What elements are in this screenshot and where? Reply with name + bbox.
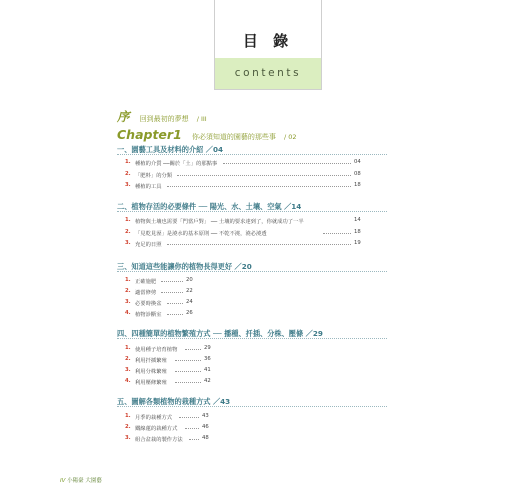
item-title: 組合盆栽的製作方法: [135, 437, 183, 443]
toc-item[interactable]: [125, 344, 375, 354]
item-title: 植物與土壤也需要「門當戶對」 ── 土壤的要求達到了，你就成功了一半: [135, 219, 304, 225]
item-title: 正確施肥: [135, 279, 157, 285]
item-number: 3.: [125, 240, 131, 246]
item-title: 植物診斷室: [135, 312, 162, 318]
leader-dots: [189, 439, 199, 440]
toc-item[interactable]: [125, 377, 375, 387]
leader-dots: [167, 303, 183, 304]
item-page: 18: [354, 182, 361, 188]
toc-title-box: [214, 0, 322, 90]
toc-item[interactable]: [125, 276, 375, 286]
item-page: 04: [354, 159, 361, 165]
item-page: 48: [202, 435, 209, 441]
contents-band: [215, 58, 321, 89]
item-number: 1.: [125, 277, 131, 283]
chapter-text: 你必須知道的園藝的那些事: [191, 133, 276, 141]
section-title-2[interactable]: 二、植物存活的必要條件 ── 陽光、水、土壤、空氣 ／14: [117, 202, 302, 211]
item-page: 22: [186, 288, 193, 294]
item-page: 29: [204, 345, 211, 351]
item-title: 利用扦插繁殖: [135, 358, 167, 364]
item-number: 4.: [125, 310, 131, 316]
toc-item[interactable]: [125, 239, 375, 249]
section-title-5[interactable]: 五、圖解各類植物的栽種方式 ／43: [117, 397, 231, 406]
footer-page-number: IV: [60, 478, 66, 484]
item-title: 利用分株繁殖: [135, 369, 167, 375]
item-page: 19: [354, 240, 361, 246]
item-title: 充足的日照: [135, 242, 162, 248]
item-page: 46: [202, 424, 209, 430]
item-title: 種植的工具: [135, 184, 162, 190]
section-divider: [117, 154, 387, 155]
preface-text: 回到最初的夢想: [139, 115, 189, 123]
toc-title: 目 錄: [242, 32, 294, 50]
item-page: 18: [354, 229, 361, 235]
footer-book-title: 小陽臺 大園藝: [67, 478, 102, 484]
toc-item[interactable]: [125, 309, 375, 319]
toc-item[interactable]: [125, 298, 375, 308]
item-number: 3.: [125, 182, 131, 188]
item-page: 08: [354, 171, 361, 177]
section-title-4[interactable]: 四、四種簡單的植物繁殖方式 ── 播種、扦插、分株、壓條 ／29: [117, 329, 323, 338]
item-number: 3.: [125, 435, 131, 441]
chapter-label: Chapter1: [117, 127, 182, 142]
toc-item[interactable]: [125, 216, 375, 226]
item-number: 4.: [125, 378, 131, 384]
item-page: 26: [186, 310, 193, 316]
toc-item[interactable]: [125, 228, 375, 238]
chapter-entry[interactable]: [117, 124, 297, 143]
item-title: 鐵線蓮的栽種方式: [135, 426, 178, 432]
chapter-page: / 02: [283, 133, 297, 141]
leader-dots: [185, 428, 199, 429]
toc-item[interactable]: [125, 170, 375, 180]
item-number: 2.: [125, 424, 131, 430]
section-divider: [117, 271, 387, 272]
preface-entry[interactable]: [117, 106, 207, 125]
item-number: 3.: [125, 299, 131, 305]
section-divider: [117, 338, 387, 339]
leader-dots: [167, 314, 183, 315]
item-page: 36: [204, 356, 211, 362]
toc-item[interactable]: [125, 412, 375, 422]
leader-dots: [167, 244, 351, 245]
item-number: 1.: [125, 217, 131, 223]
item-title: 月季的栽種方式: [135, 415, 173, 421]
item-number: 1.: [125, 159, 131, 165]
section-divider: [117, 211, 387, 212]
item-title: 種植的介質 ──關於「土」的那點事: [135, 161, 218, 167]
item-number: 2.: [125, 288, 131, 294]
item-title: 「肥料」的分類: [135, 173, 173, 179]
leader-dots: [177, 175, 351, 176]
leader-dots: [161, 292, 183, 293]
leader-dots: [167, 186, 351, 187]
toc-item[interactable]: [125, 366, 375, 376]
item-page: 43: [202, 413, 209, 419]
leader-dots: [175, 382, 201, 383]
leader-dots: [185, 349, 201, 350]
preface-label: 序: [117, 109, 130, 124]
toc-item[interactable]: [125, 181, 375, 191]
toc-item[interactable]: [125, 158, 375, 168]
item-page: 20: [186, 277, 193, 283]
section-title-1[interactable]: 一、園藝工具及材料的介紹 ／04: [117, 145, 223, 154]
leader-dots: [175, 371, 201, 372]
item-page: 41: [204, 367, 211, 373]
toc-item[interactable]: [125, 434, 375, 444]
leader-dots: [179, 417, 199, 418]
section-divider: [117, 406, 387, 407]
item-number: 2.: [125, 229, 131, 235]
item-title: 必要時換盆: [135, 301, 162, 307]
toc-item[interactable]: [125, 423, 375, 433]
item-page: 24: [186, 299, 193, 305]
item-number: 1.: [125, 345, 131, 351]
leader-dots: [223, 163, 351, 164]
toc-item[interactable]: [125, 287, 375, 297]
item-page: 42: [204, 378, 211, 384]
section-title-3[interactable]: 三、知道這些能讓你的植物長得更好 ／20: [117, 262, 252, 271]
contents-label: contents: [234, 67, 302, 79]
leader-dots: [161, 281, 183, 282]
leader-dots: [175, 360, 201, 361]
item-title: 利用壓條繁殖: [135, 380, 167, 386]
item-number: 2.: [125, 356, 131, 362]
item-page: 14: [354, 217, 361, 223]
item-number: 1.: [125, 413, 131, 419]
item-number: 2.: [125, 171, 131, 177]
leader-dots: [323, 233, 351, 234]
item-title: 「見乾見溼」是澆水的基本原則 ── 不乾不澆，澆必澆透: [135, 231, 267, 237]
item-title: 適當修剪: [135, 290, 157, 296]
page-footer: [60, 476, 102, 484]
item-title: 使用種子培育植物: [135, 347, 178, 353]
preface-page: / III: [196, 115, 207, 123]
item-number: 3.: [125, 367, 131, 373]
toc-item[interactable]: [125, 355, 375, 365]
